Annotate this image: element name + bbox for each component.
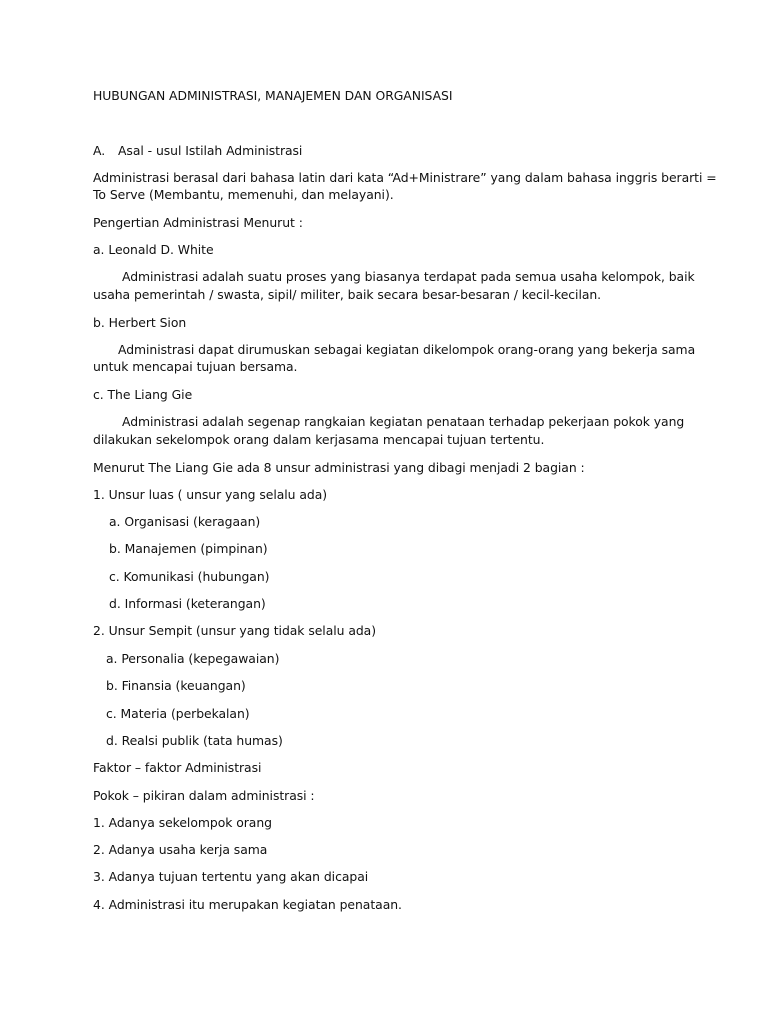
broad-element-item: c. Komunikasi (hubungan) — [109, 569, 270, 584]
definition-c-name: c. The Liang Gie — [93, 387, 193, 402]
broad-element-item: a. Organisasi (keragaan) — [109, 514, 261, 529]
narrow-element-item: c. Materia (perbekalan) — [106, 706, 250, 721]
definition-b-name: b. Herbert Sion — [93, 315, 187, 330]
narrow-element-item: d. Realsi publik (tata humas) — [106, 733, 283, 748]
document-title: HUBUNGAN ADMINISTRASI, MANAJEMEN DAN ORGANISASI — [93, 88, 453, 103]
section-a-marker: A. — [93, 143, 106, 158]
definition-a-line-1: Administrasi adalah suatu proses yang biasanya terdapat pada semua usaha kelompok, baik — [122, 269, 695, 284]
intro-paragraph-line-1: Administrasi berasal dari bahasa latin dari kata “Ad+Ministrare” yang dalam bahasa inggris berarti = — [93, 170, 717, 185]
intro-paragraph-line-2: To Serve (Membantu, memenuhi, dan melayani). — [93, 187, 394, 202]
principle-item: 1. Adanya sekelompok orang — [93, 815, 272, 830]
definition-c-line-2: dilakukan sekelompok orang dalam kerjasama mencapai tujuan tertentu. — [93, 432, 545, 447]
broad-element-item: b. Manajemen (pimpinan) — [109, 541, 268, 556]
narrow-element-item: b. Finansia (keuangan) — [106, 678, 246, 693]
definition-c-line-1: Administrasi adalah segenap rangkaian kegiatan penataan terhadap pekerjaan pokok yang — [122, 414, 685, 429]
factors-heading: Faktor – faktor Administrasi — [93, 760, 262, 775]
definition-b-line-2: untuk mencapai tujuan bersama. — [93, 359, 298, 374]
definition-a-name: a. Leonald D. White — [93, 242, 214, 257]
principle-item: 3. Adanya tujuan tertentu yang akan dicapai — [93, 869, 369, 884]
section-a-heading: Asal - usul Istilah Administrasi — [118, 143, 303, 158]
narrow-elements-heading: 2. Unsur Sempit (unsur yang tidak selalu ada) — [93, 623, 377, 638]
principles-heading: Pokok – pikiran dalam administrasi : — [93, 788, 315, 803]
definitions-heading: Pengertian Administrasi Menurut : — [93, 215, 303, 230]
broad-element-item: d. Informasi (keterangan) — [109, 596, 266, 611]
definition-b-line-1: Administrasi dapat dirumuskan sebagai kegiatan dikelompok orang-orang yang bekerja sama — [118, 342, 696, 357]
broad-elements-heading: 1. Unsur luas ( unsur yang selalu ada) — [93, 487, 328, 502]
narrow-element-item: a. Personalia (kepegawaian) — [106, 651, 280, 666]
principle-item: 4. Administrasi itu merupakan kegiatan penataan. — [93, 897, 402, 912]
principle-item: 2. Adanya usaha kerja sama — [93, 842, 268, 857]
definition-a-line-2: usaha pemerintah / swasta, sipil/ militer, baik secara besar-besaran / kecil-kecilan. — [93, 287, 602, 302]
elements-intro: Menurut The Liang Gie ada 8 unsur administrasi yang dibagi menjadi 2 bagian : — [93, 460, 585, 475]
